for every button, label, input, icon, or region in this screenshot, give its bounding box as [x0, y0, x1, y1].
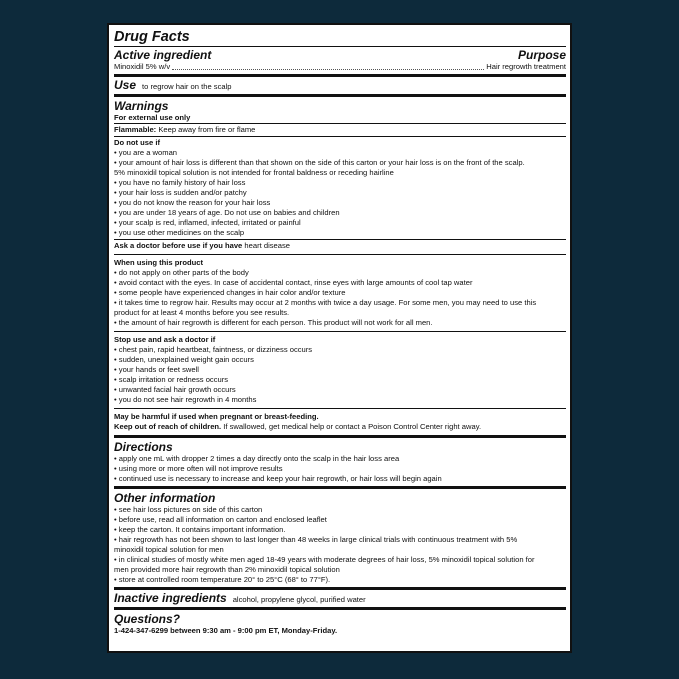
- list-item: • it takes time to regrow hair. Results may occur at 2 months with twice a day usage. For some men, you may need to use this: [114, 298, 537, 307]
- inactive-text: alcohol, propylene glycol, purified water: [232, 595, 366, 604]
- list-item: • avoid contact with the eyes. In case of accidental contact, rinse eyes with large amounts of cool tap water: [114, 278, 473, 287]
- questions-section: [114, 607, 566, 638]
- list-item: • hair regrowth has not been shown to last longer than 48 weeks in large clinical trials with continuous treatment with 5%: [114, 535, 518, 544]
- list-item: • you use other medicines on the scalp: [114, 228, 245, 237]
- external-use-text: For external use only: [114, 113, 191, 122]
- list-item: • store at controlled room temperature 20° to 25°C (68° to 77°F).: [114, 575, 331, 584]
- children-warning: [114, 422, 566, 432]
- list-item: • see hair loss pictures on side of this carton: [114, 505, 263, 514]
- directions-heading: Directions: [114, 440, 173, 454]
- list-item: • your amount of hair loss is different than that shown on the side of this carton or your hair loss is on the front of the scalp.: [114, 158, 525, 167]
- ingredient-purpose: Hair regrowth treatment: [486, 62, 566, 71]
- list-item: • do not apply on other parts of the body: [114, 268, 249, 277]
- pregnancy-children-block: [114, 408, 566, 433]
- list-item: minoxidil topical solution for men: [114, 545, 224, 554]
- active-ingredient-row: [114, 62, 566, 72]
- flammable-row: [114, 123, 566, 136]
- list-item: • the amount of hair regrowth is different for each person. This product will not work for all men.: [114, 318, 433, 327]
- do-not-use-block: [114, 136, 566, 239]
- list-item: • apply one mL with dropper 2 times a day directly onto the scalp in the hair loss area: [114, 454, 400, 463]
- ask-doctor-row: [114, 239, 566, 254]
- drug-facts-title: Drug Facts: [114, 29, 190, 45]
- use-heading: Use: [114, 78, 137, 92]
- list-item: product for at least 4 months before you see results.: [114, 308, 290, 317]
- stop-use-heading: Stop use and ask a doctor if: [114, 335, 216, 344]
- ingredient-name: Minoxidil 5% w/v: [114, 62, 171, 71]
- list-item: • you have no family history of hair loss: [114, 178, 246, 187]
- list-item: • unwanted facial hair growth occurs: [114, 385, 236, 394]
- list-item: • you are a woman: [114, 148, 178, 157]
- other-information-section: [114, 486, 566, 587]
- questions-heading: Questions?: [114, 612, 181, 626]
- ask-doctor-label: Ask a doctor before use if you have: [114, 241, 243, 250]
- list-item: • in clinical studies of mostly white men aged 18-49 years with moderate degrees of hair loss, 5% minoxidil topical solution for: [114, 555, 535, 564]
- flammable-label: Flammable:: [114, 125, 157, 134]
- list-item: men provided more hair regrowth than 2% minoxidil topical solution: [114, 565, 340, 574]
- list-item: 5% minoxidil topical solution is not intended for frontal baldness or receding hairline: [114, 168, 394, 177]
- list-item: • scalp irritation or redness occurs: [114, 375, 229, 384]
- list-item: • your scalp is red, inflamed, infected, irritated or painful: [114, 218, 301, 227]
- flammable-text: Keep away from fire or flame: [158, 125, 256, 134]
- list-item: • some people have experienced changes in hair color and/or texture: [114, 288, 346, 297]
- purpose-heading: Purpose: [517, 48, 566, 62]
- do-not-use-heading: Do not use if: [114, 138, 160, 147]
- inactive-heading: Inactive ingredients: [114, 591, 227, 605]
- when-using-block: [114, 254, 566, 331]
- drug-facts-panel: [107, 23, 572, 653]
- active-ingredient-section: [114, 46, 566, 74]
- ask-doctor-text: heart disease: [244, 241, 291, 250]
- list-item: • continued use is necessary to increase and keep your hair regrowth, or hair loss will begin again: [114, 474, 442, 483]
- active-heading-row: [114, 48, 566, 62]
- questions-phone: 1-424-347-6299 between 9:30 am - 9:00 pm ET, Monday-Friday.: [114, 626, 338, 635]
- other-information-heading: Other information: [114, 491, 216, 505]
- use-section: [114, 74, 566, 94]
- list-item: • before use, read all information on carton and enclosed leaflet: [114, 515, 327, 524]
- use-text: to regrow hair on the scalp: [142, 82, 232, 91]
- pregnancy-warning: May be harmful if used when pregnant or breast-feeding.: [114, 412, 319, 421]
- list-item: • your hands or feet swell: [114, 365, 199, 374]
- when-using-heading: When using this product: [114, 258, 204, 267]
- list-item: • your hair loss is sudden and/or patchy: [114, 188, 247, 197]
- list-item: • chest pain, rapid heartbeat, faintness, or dizziness occurs: [114, 345, 313, 354]
- list-item: • you do not see hair regrowth in 4 months: [114, 395, 257, 404]
- leader-dots: [172, 69, 484, 70]
- list-item: • keep the carton. It contains important information.: [114, 525, 286, 534]
- directions-section: [114, 435, 566, 486]
- children-text: If swallowed, get medical help or contact a Poison Control Center right away.: [223, 422, 482, 431]
- inactive-ingredients-section: [114, 587, 566, 607]
- warnings-section: [114, 94, 566, 435]
- list-item: • sudden, unexplained weight gain occurs: [114, 355, 254, 364]
- children-label: Keep out of reach of children.: [114, 422, 222, 431]
- list-item: • you are under 18 years of age. Do not use on babies and children: [114, 208, 340, 217]
- active-ingredient-heading: Active ingredient: [114, 48, 212, 62]
- list-item: • you do not know the reason for your hair loss: [114, 198, 271, 207]
- stop-use-block: [114, 331, 566, 408]
- warnings-heading: Warnings: [114, 99, 169, 113]
- list-item: • using more or more often will not improve results: [114, 464, 283, 473]
